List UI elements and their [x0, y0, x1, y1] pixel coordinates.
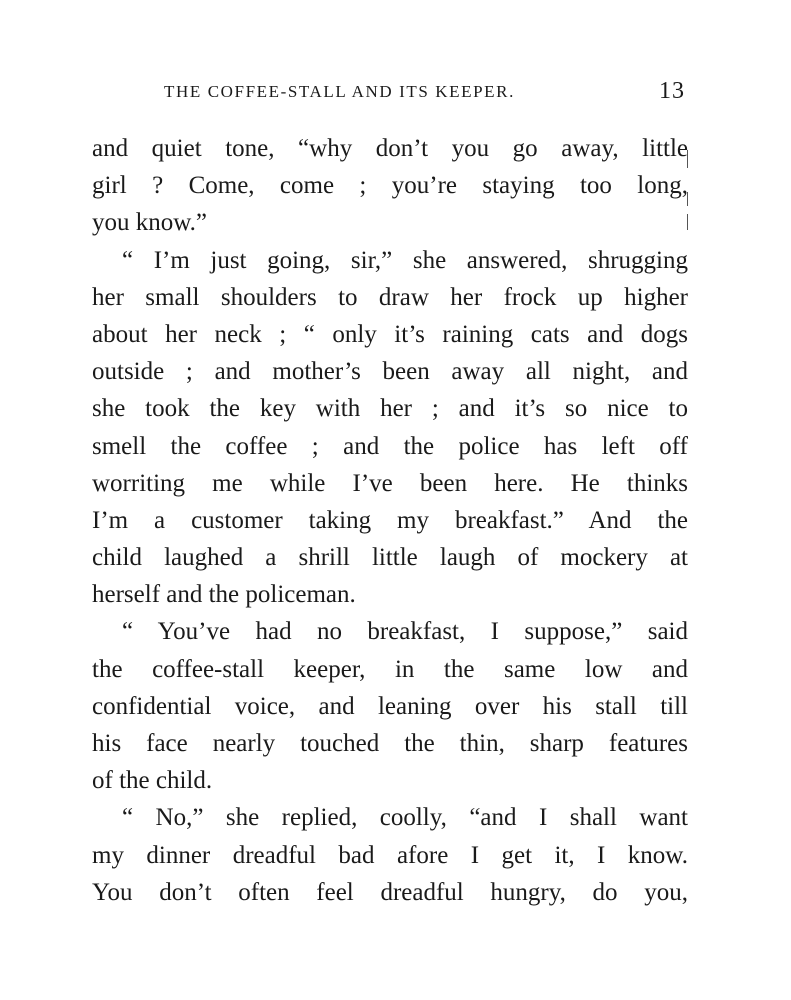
page-number: 13 — [659, 78, 685, 104]
text-line: child laughed a shrill little laugh of mockery at — [92, 544, 688, 572]
text-line: “ I’m just going, sir,” she answered, shrugging — [122, 246, 688, 274]
text-line: about her neck ; “ only it’s raining cats and dogs — [92, 320, 688, 348]
text-line: “ No,” she replied, coolly, “and I shall want — [122, 804, 688, 832]
text-line: my dinner dreadful bad afore I get it, I know. — [92, 841, 688, 869]
text-line: her small shoulders to draw her frock up higher — [92, 283, 688, 311]
text-line: “ You’ve had no breakfast, I suppose,” said — [122, 618, 688, 646]
text-line: of the child. — [92, 767, 213, 795]
running-head — [92, 80, 685, 104]
text-line: I’m a customer taking my breakfast.” And the — [92, 506, 688, 534]
text-line: the coffee-stall keeper, in the same low and — [92, 655, 688, 683]
text-line: and quiet tone, “why don’t you go away, little — [92, 135, 688, 162]
text-line: she took the key with her ; and it’s so nice to — [92, 395, 688, 423]
body-text — [92, 130, 688, 911]
text-line: herself and the policeman. — [92, 581, 356, 609]
text-line: worriting me while I’ve been here. He thinks — [92, 469, 688, 497]
text-line: outside ; and mother’s been away all night, and — [92, 358, 688, 386]
text-line: You don’t often feel dreadful hungry, do you, — [92, 878, 688, 906]
text-line: you know.” — [92, 209, 208, 237]
text-line: girl ? Come, come ; you’re staying too long, — [92, 172, 688, 200]
running-title: THE COFFEE-STALL AND ITS KEEPER. — [164, 82, 515, 101]
text-line: confidential voice, and leaning over his stall till — [92, 692, 688, 720]
text-line: smell the coffee ; and the police has left off — [92, 432, 688, 460]
text-line: his face nearly touched the thin, sharp features — [92, 730, 688, 757]
